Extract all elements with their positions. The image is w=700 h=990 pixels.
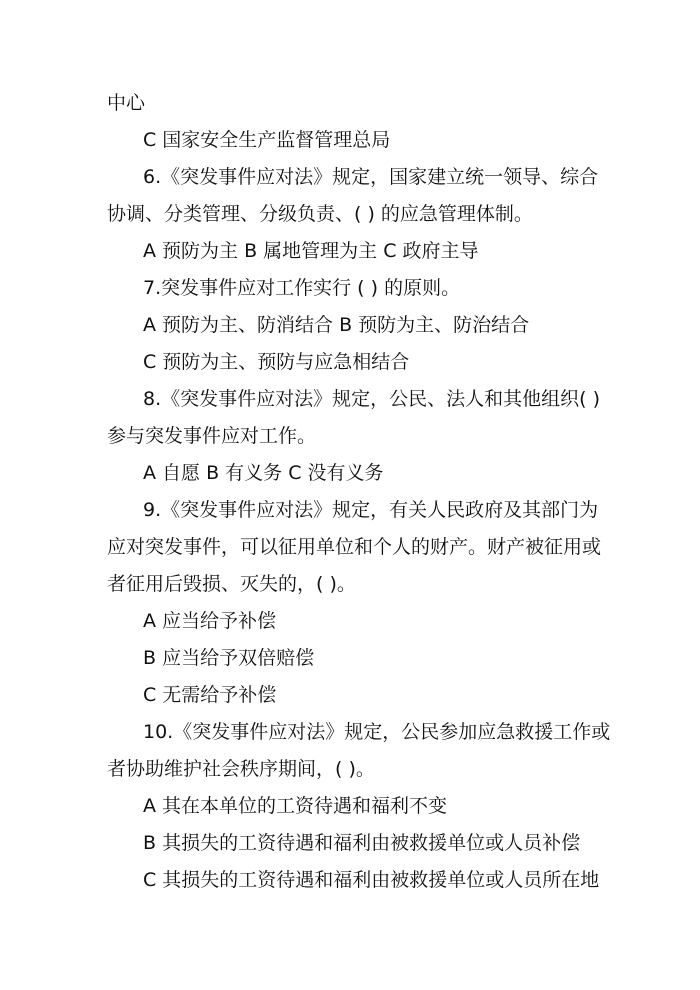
q10-question: 10.《突发事件应对法》规定，公民参加应急救援工作或 — [143, 721, 611, 743]
q7-option-c: C 预防为主、预防与应急相结合 — [143, 351, 410, 373]
q10-option-a: A 其在本单位的工资待遇和福利不变 — [143, 795, 448, 817]
q6-question: 6.《突发事件应对法》规定，国家建立统一领导、综合 — [143, 166, 599, 188]
q10-option-c: C 其损失的工资待遇和福利由被救援单位或人员所在地 — [143, 869, 600, 891]
q9-option-b: B 应当给予双倍赔偿 — [143, 647, 315, 669]
q7-question: 7.突发事件应对工作实行 ( ) 的原则。 — [143, 277, 461, 299]
q8-question: 8.《突发事件应对法》规定，公民、法人和其他组织( ) — [143, 388, 600, 410]
q10-option-b: B 其损失的工资待遇和福利由被救援单位或人员补偿 — [143, 832, 581, 854]
q5-option-c: C 国家安全生产监督管理总局 — [143, 129, 391, 151]
q8-options: A 自愿 B 有义务 C 没有义务 — [143, 462, 384, 484]
q9-question: 9.《突发事件应对法》规定，有关人民政府及其部门为 — [143, 499, 599, 521]
q9-question-continued-1: 应对突发事件，可以征用单位和个人的财产。财产被征用或 — [107, 536, 602, 558]
q8-question-continued: 参与突发事件应对工作。 — [107, 425, 317, 447]
q10-question-continued: 者协助维护社会秩序期间，( )。 — [107, 758, 375, 780]
q9-option-a: A 应当给予补偿 — [143, 610, 277, 632]
text-line-continuation: 中心 — [107, 92, 146, 114]
q7-options-ab: A 预防为主、防消结合 B 预防为主、防治结合 — [143, 314, 530, 336]
q6-options: A 预防为主 B 属地管理为主 C 政府主导 — [143, 240, 479, 262]
q9-question-continued-2: 者征用后毁损、灭失的，( )。 — [107, 573, 356, 595]
q9-option-c: C 无需给予补偿 — [143, 684, 277, 706]
q6-question-continued: 协调、分类管理、分级负责、( ) 的应急管理体制。 — [107, 203, 533, 225]
